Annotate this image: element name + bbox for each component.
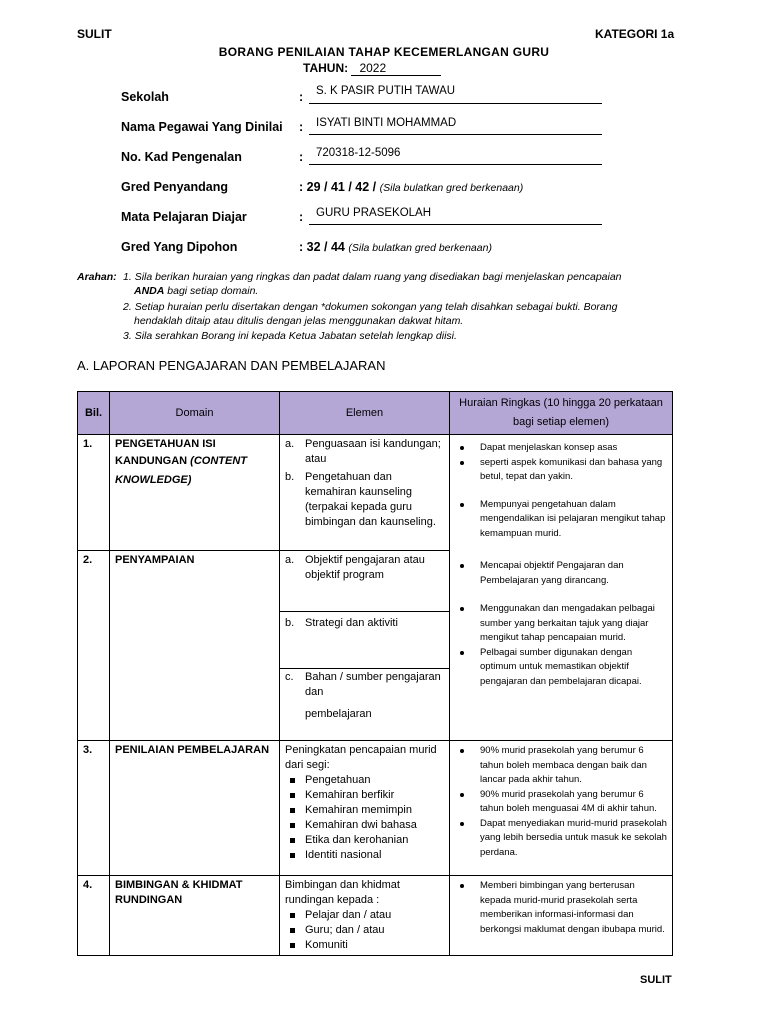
elemen-list-item: Etika dan kerohanian (285, 833, 444, 848)
colon: : (299, 150, 304, 164)
item-marker: a. (285, 438, 295, 450)
instruction-text: hendaklah ditaip atau ditulis dengan jelas menggunakan dakwat hitam. (134, 315, 464, 327)
header-classification: SULIT (77, 27, 112, 41)
item-text: Strategi dan aktiviti (305, 617, 398, 629)
instruction-number: 2. (123, 301, 132, 313)
table-row (78, 741, 673, 876)
elemen-list-item: Kemahiran memimpin (285, 803, 444, 818)
item-marker: b. (285, 471, 295, 483)
elemen-list (285, 908, 444, 953)
item-text: pembelajaran (305, 708, 372, 720)
huraian-item: Mencapai objektif Pengajaran dan Pembelajaran yang dirancang. (455, 559, 667, 588)
instruction-emphasis: ANDA (134, 285, 165, 297)
elemen-intro: Bimbingan dan khidmat rundingan kepada : (285, 879, 400, 906)
instruction-text: Sila berikan huraian yang ringkas dan padat dalam ruang yang disediakan bagi menjelaskan pencapaian (134, 271, 622, 283)
section-title: A. LAPORAN PENGAJARAN DAN PEMBELAJARAN (77, 358, 386, 373)
elemen-list (285, 773, 444, 863)
huraian-item: Memberi bimbingan yang berterusan kepada murid-murid prasekolah serta memberikan informasi-informasi dan berkongsi maklumat dengan ibubapa murid. (455, 879, 667, 937)
colon: : (299, 210, 304, 224)
elemen-cell (280, 876, 450, 956)
item-marker: c. (285, 671, 294, 683)
item-text: Bahan / sumber pengajaran dan (305, 671, 441, 698)
field-line (309, 164, 602, 165)
huraian-cell[interactable] (450, 741, 673, 876)
elemen-item (285, 470, 444, 530)
domain-title: PENGETAHUAN ISI KANDUNGAN (115, 438, 216, 467)
instruction-number: 1. (123, 271, 132, 283)
elemen-list-item: Kemahiran dwi bahasa (285, 818, 444, 833)
instruction-1 (77, 270, 677, 298)
form-title: BORANG PENILAIAN TAHAP KECEMERLANGAN GURU (218, 45, 550, 59)
field-line (309, 224, 602, 225)
elemen-item (285, 437, 444, 467)
huraian-cell[interactable] (450, 435, 673, 741)
huraian-item: Dapat menjelaskan konsep asas (455, 441, 667, 456)
domain-title: PENYAMPAIAN (110, 551, 280, 741)
field-mata[interactable]: GURU PRASEKOLAH (316, 207, 432, 219)
domain-cell (110, 435, 280, 551)
elemen-item (285, 670, 444, 722)
elemen-item (285, 616, 444, 631)
field-label-kad: No. Kad Pengenalan (121, 150, 242, 164)
huraian-item: seperti aspek komunikasi dan bahasa yang betul, tepat dan yakin. (455, 456, 667, 485)
item-marker: a. (285, 554, 295, 566)
instruction-3 (77, 329, 677, 343)
elemen-list-item: Guru; dan / atau (285, 923, 444, 938)
instruction-text: Sila serahkan Borang ini kepada Ketua Jabatan setelah lengkap diisi. (134, 330, 457, 342)
gred-note: (Sila bulatkan gred berkenaan) (379, 182, 524, 194)
field-gred (299, 180, 523, 194)
elemen-cell (280, 612, 450, 669)
table-header-row (78, 392, 673, 435)
field-label-sekolah: Sekolah (121, 90, 169, 104)
huraian-item: Menggunakan dan mengadakan pelbagai sumber yang berkaitan tajuk yang diajar mengikut tahap pencapaian murid. (455, 602, 667, 646)
dipohon-options[interactable]: : 32 / 44 (299, 240, 345, 254)
field-sekolah[interactable]: S. K PASIR PUTIH TAWAU (316, 85, 456, 97)
instruction-2 (77, 300, 677, 328)
row-number: 4. (78, 876, 110, 956)
domain-subtitle: (CONTENT KNOWLEDGE) (115, 455, 247, 486)
field-label-dipohon: Gred Yang Dipohon (121, 240, 238, 254)
colon: : (299, 90, 304, 104)
item-text: Penguasaan isi kandungan; atau (305, 438, 441, 465)
header-elemen: Elemen (280, 392, 450, 435)
domain-title: BIMBINGAN & KHIDMAT RUNDINGAN (110, 876, 280, 956)
elemen-cell (280, 435, 450, 551)
elemen-list-item: Pelajar dan / atau (285, 908, 444, 923)
assessment-table (77, 391, 673, 956)
elemen-list-item: Komuniti (285, 938, 444, 953)
field-label-nama: Nama Pegawai Yang Dinilai (121, 120, 283, 134)
header-bil: Bil. (78, 392, 110, 435)
instructions-label: Arahan: (77, 271, 117, 283)
footer-classification: SULIT (640, 974, 672, 986)
huraian-item: Mempunyai pengetahuan dalam mengendalikan isi pelajaran mengikut tahap kemampuan murid. (455, 498, 667, 542)
year-label: TAHUN: (303, 61, 349, 75)
elemen-list-item: Kemahiran berfikir (285, 788, 444, 803)
elemen-item (285, 553, 444, 583)
huraian-item: 90% murid prasekolah yang berumur 6 tahun boleh membaca dengan baik dan lancar pada akhir tahun. (455, 744, 667, 788)
row-number: 2. (78, 551, 110, 741)
table-row (78, 435, 673, 551)
instruction-number: 3. (123, 330, 132, 342)
row-number: 1. (78, 435, 110, 551)
field-nama[interactable]: ISYATI BINTI MOHAMMAD (316, 117, 457, 129)
field-line (309, 103, 602, 104)
elemen-cell (280, 669, 450, 741)
year-value[interactable]: 2022 (351, 61, 441, 76)
item-text: Objektif pengajaran atau objektif program (305, 554, 425, 581)
field-kad[interactable]: 720318-12-5096 (316, 147, 401, 159)
item-text: Pengetahuan dan kemahiran kaunseling (terpakai kepada guru bimbingan dan kaunseling. (305, 471, 436, 528)
field-line (309, 134, 602, 135)
field-dipohon (299, 240, 492, 254)
instructions (77, 270, 677, 343)
row-number: 3. (78, 741, 110, 876)
elemen-list-item: Identiti nasional (285, 848, 444, 863)
huraian-item: 90% murid prasekolah yang berumur 6 tahun boleh menguasai 4M di akhir tahun. (455, 788, 667, 817)
huraian-item: Dapat menyediakan murid-murid prasekolah yang lebih bersedia untuk masuk ke sekolah perdana. (455, 817, 667, 861)
header-domain: Domain (110, 392, 280, 435)
instruction-text: Setiap huraian perlu disertakan dengan *dokumen sokongan yang telah disahkan sebagai bukti. Borang (134, 301, 618, 313)
field-label-gred: Gred Penyandang (121, 180, 228, 194)
table-row (78, 876, 673, 956)
domain-title: PENILAIAN PEMBELAJARAN (110, 741, 280, 876)
header-huraian: Huraian Ringkas (10 hingga 20 perkataan bagi setiap elemen) (450, 392, 673, 435)
elemen-intro: Peningkatan pencapaian murid dari segi: (285, 744, 437, 771)
elemen-list-item: Pengetahuan (285, 773, 444, 788)
field-label-mata: Mata Pelajaran Diajar (121, 210, 247, 224)
huraian-item: Pelbagai sumber digunakan dengan optimum untuk memastikan objektif pengajaran dan pembelajaran dicapai. (455, 646, 667, 690)
year-row (303, 61, 441, 76)
item-marker: b. (285, 617, 295, 629)
huraian-cell[interactable] (450, 876, 673, 956)
elemen-cell (280, 551, 450, 612)
colon: : (299, 120, 304, 134)
elemen-cell (280, 741, 450, 876)
gred-options[interactable]: : 29 / 41 / 42 / (299, 180, 377, 194)
instruction-text: bagi setiap domain. (167, 285, 259, 297)
header-category: KATEGORI 1a (595, 27, 675, 41)
dipohon-note: (Sila bulatkan gred berkenaan) (348, 242, 492, 254)
